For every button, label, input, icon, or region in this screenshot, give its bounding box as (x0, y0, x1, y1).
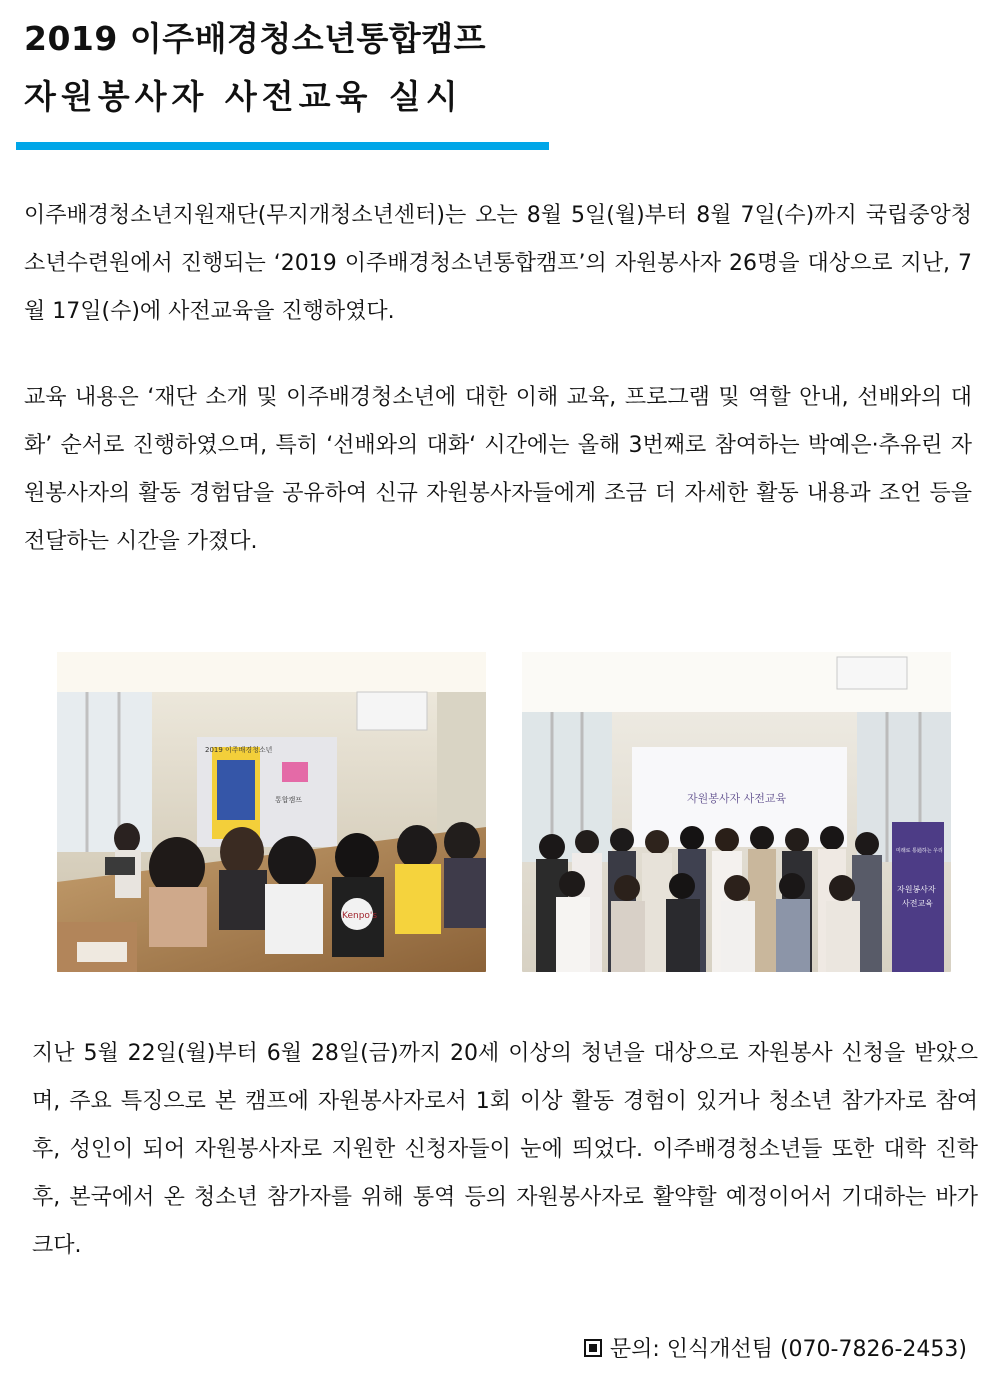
page-title-line-2: 자원봉사자 사전교육 실시 (24, 77, 463, 116)
photo-icon (57, 652, 486, 972)
contact-text: 문의: 인식개선팀 (070-7826-2453) (609, 1337, 967, 1362)
photo-education-session (57, 652, 486, 972)
slide-text-1: 2019 이주배경청소년 (205, 746, 273, 754)
shirt-text: Kenpo's (342, 911, 378, 921)
body-paragraph-2: 교육 내용은 ‘재단 소개 및 이주배경청소년에 대한 이해 교육, 프로그램 및 역할 안내, 선배와의 대화’ 순서로 진행하였으며, 특히 ‘선배와의 대화‘ 시간에는 올해 3번째로 참여하는 박예은·추유린 자원봉사자의 활동 경험담을 공유하여 신규 자원봉사자들에게 조금 더 자세한 활동 내용과 조언 등을 전달하는 시간을 가졌다. (24, 385, 972, 554)
title-underline (16, 142, 549, 150)
photo-group-picture (522, 652, 951, 972)
banner-line-1: 자원봉사자 (897, 885, 936, 894)
body-paragraph-1: 이주배경청소년지원재단(무지개청소년센터)는 오는 8월 5일(월)부터 8월 7일(수)까지 국립중앙청소년수련원에서 진행되는 ‘2019 이주배경청소년통합캠프’의 자원봉사자 26명을 대상으로 지난, 7월 17일(수)에 사전교육을 진행하였다. (24, 203, 972, 324)
contact-info (584, 1330, 967, 1370)
photo-icon (522, 652, 951, 972)
banner-line-2: 사전교육 (902, 899, 933, 908)
title-block (24, 18, 624, 118)
slide-text: 자원봉사자 사전교육 (687, 792, 787, 805)
slide-text-2: 통합캠프 (275, 796, 303, 804)
square-bullet-icon (584, 1339, 602, 1357)
banner-top-text: 미래로 통通하는 우리 (896, 848, 943, 854)
body-paragraph-3: 지난 5월 22일(월)부터 6월 28일(금)까지 20세 이상의 청년을 대상으로 자원봉사 신청을 받았으며, 주요 특징으로 본 캠프에 자원봉사자로서 1회 이상 활동 경험이 있거나 청소년 참가자로 참여 후, 성인이 되어 자원봉사자로 지원한 신청자들이 눈에 띄었다. 이주배경청소년들 또한 대학 진학 후, 본국에서 온 청소년 참가자를 위해 통역 등의 자원봉사자로 활약할 예정이어서 기대하는 바가 크다. (32, 1041, 978, 1258)
page-title-line-1: 2019 이주배경청소년통합캠프 (24, 19, 486, 58)
